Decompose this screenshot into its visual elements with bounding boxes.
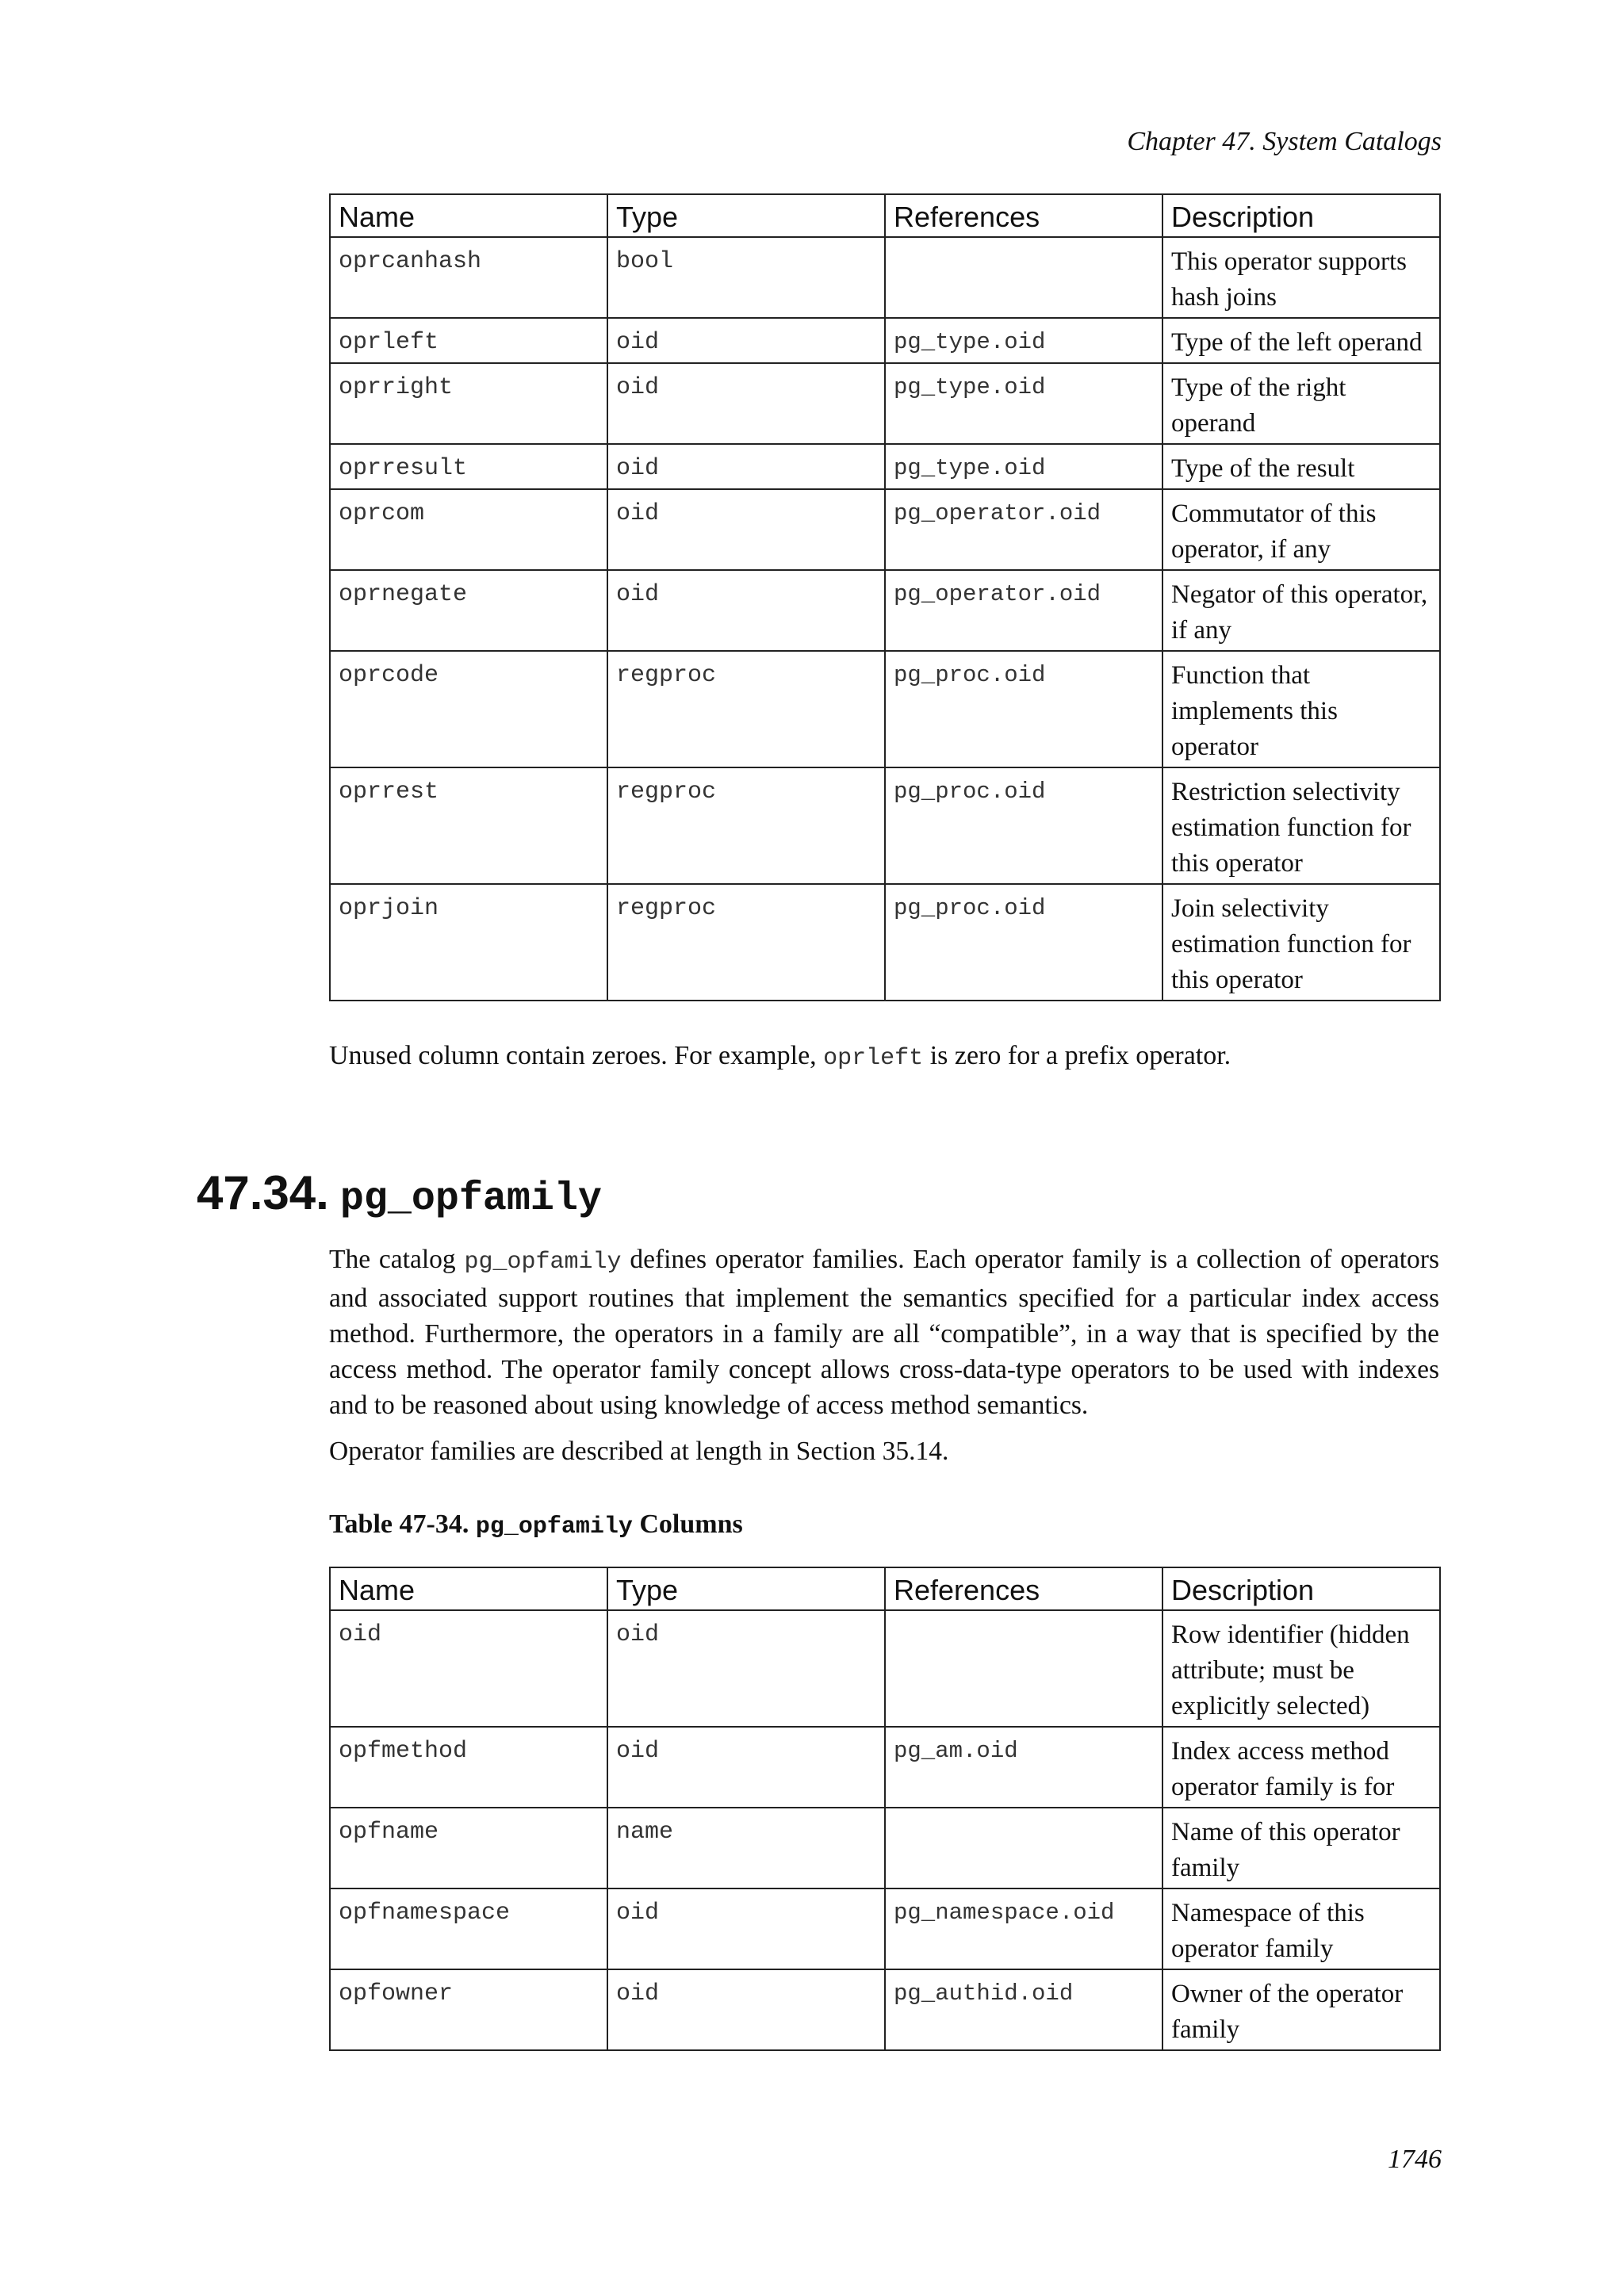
cell-references	[885, 1808, 1162, 1888]
cell-type: regproc	[607, 651, 885, 767]
cell-type: oid	[607, 444, 885, 489]
note-text-before: Unused column contain zeroes. For example,	[329, 1041, 824, 1070]
para-text-before: The catalog	[329, 1245, 465, 1274]
note-text-after: is zero for a prefix operator.	[923, 1041, 1231, 1070]
intro-paragraph	[329, 1242, 1439, 1423]
cell-type: oid	[607, 570, 885, 651]
table-row	[330, 651, 1440, 767]
cell-name: oprnegate	[330, 570, 607, 651]
cell-description: Type of the right operand	[1162, 363, 1440, 444]
cell-type: oid	[607, 489, 885, 570]
cell-references: pg_authid.oid	[885, 1969, 1162, 2050]
cell-references	[885, 237, 1162, 318]
cell-type: name	[607, 1808, 885, 1888]
cell-references: pg_am.oid	[885, 1727, 1162, 1808]
cell-description: Row identifier (hidden attribute; must be explicitly selected)	[1162, 1610, 1440, 1727]
cell-description: Namespace of this operator family	[1162, 1888, 1440, 1969]
table-header-row	[330, 194, 1440, 237]
column-header-description: Description	[1162, 1567, 1440, 1610]
cell-references: pg_namespace.oid	[885, 1888, 1162, 1969]
table-row	[330, 884, 1440, 1001]
table-row	[330, 570, 1440, 651]
table-row	[330, 1610, 1440, 1727]
cell-name: opfname	[330, 1808, 607, 1888]
table-row	[330, 489, 1440, 570]
cell-references: pg_operator.oid	[885, 489, 1162, 570]
cell-description: Index access method operator family is for	[1162, 1727, 1440, 1808]
column-header-references: References	[885, 1567, 1162, 1610]
cell-description: Join selectivity estimation function for this operator	[1162, 884, 1440, 1001]
unused-columns-note	[329, 1041, 1231, 1072]
table-row	[330, 444, 1440, 489]
cell-references: pg_type.oid	[885, 318, 1162, 363]
cell-name: oprcom	[330, 489, 607, 570]
opfamily-columns-table	[329, 1567, 1441, 2051]
column-header-type: Type	[607, 1567, 885, 1610]
table-row	[330, 318, 1440, 363]
table-row	[330, 1808, 1440, 1888]
page-number: 1746	[1388, 2145, 1442, 2174]
section-heading	[197, 1165, 602, 1222]
cell-name: oprleft	[330, 318, 607, 363]
cell-type: oid	[607, 1727, 885, 1808]
cell-description: Type of the result	[1162, 444, 1440, 489]
cell-description: Name of this operator family	[1162, 1808, 1440, 1888]
cell-references: pg_type.oid	[885, 363, 1162, 444]
cell-type: oid	[607, 1969, 885, 2050]
cell-description: Commutator of this operator, if any	[1162, 489, 1440, 570]
caption-suffix: Columns	[632, 1510, 743, 1539]
column-header-type: Type	[607, 194, 885, 237]
table-row	[330, 1969, 1440, 2050]
section-reference-paragraph: Operator families are described at length in Section 35.14.	[329, 1437, 949, 1466]
caption-code: pg_opfamily	[475, 1513, 633, 1540]
cell-name: opfowner	[330, 1969, 607, 2050]
table-row	[330, 363, 1440, 444]
cell-description: Owner of the operator family	[1162, 1969, 1440, 2050]
cell-references: pg_type.oid	[885, 444, 1162, 489]
cell-type: bool	[607, 237, 885, 318]
cell-name: opfmethod	[330, 1727, 607, 1808]
column-header-name: Name	[330, 194, 607, 237]
cell-references: pg_proc.oid	[885, 767, 1162, 884]
column-header-description: Description	[1162, 194, 1440, 237]
table-row	[330, 1888, 1440, 1969]
table-header-row	[330, 1567, 1440, 1610]
column-header-name: Name	[330, 1567, 607, 1610]
para-code: pg_opfamily	[464, 1249, 622, 1276]
cell-description: Type of the left operand	[1162, 318, 1440, 363]
cell-name: oid	[330, 1610, 607, 1727]
note-code: oprleft	[823, 1045, 924, 1072]
cell-references	[885, 1610, 1162, 1727]
cell-name: oprresult	[330, 444, 607, 489]
column-header-references: References	[885, 194, 1162, 237]
cell-name: oprjoin	[330, 884, 607, 1001]
cell-description: This operator supports hash joins	[1162, 237, 1440, 318]
cell-references: pg_operator.oid	[885, 570, 1162, 651]
cell-name: oprrest	[330, 767, 607, 884]
cell-type: oid	[607, 363, 885, 444]
section-number: 47.34.	[197, 1166, 329, 1219]
table-row	[330, 767, 1440, 884]
cell-description: Function that implements this operator	[1162, 651, 1440, 767]
cell-description: Negator of this operator, if any	[1162, 570, 1440, 651]
table-row	[330, 1727, 1440, 1808]
cell-references: pg_proc.oid	[885, 651, 1162, 767]
cell-name: oprright	[330, 363, 607, 444]
cell-type: regproc	[607, 884, 885, 1001]
table-caption	[329, 1510, 743, 1540]
cell-description: Restriction selectivity estimation function for this operator	[1162, 767, 1440, 884]
cell-type: regproc	[607, 767, 885, 884]
caption-prefix: Table 47-34.	[329, 1510, 476, 1539]
operator-columns-table	[329, 193, 1441, 1001]
cell-name: oprcode	[330, 651, 607, 767]
running-header: Chapter 47. System Catalogs	[1127, 127, 1442, 156]
cell-type: oid	[607, 318, 885, 363]
cell-references: pg_proc.oid	[885, 884, 1162, 1001]
table-row	[330, 237, 1440, 318]
cell-type: oid	[607, 1610, 885, 1727]
section-title: pg_opfamily	[339, 1177, 602, 1222]
cell-name: opfnamespace	[330, 1888, 607, 1969]
cell-name: oprcanhash	[330, 237, 607, 318]
cell-type: oid	[607, 1888, 885, 1969]
para-text-after: defines operator families. Each operator family is a collection of operators and associated support routines that implement the semantics specified for a particular index access method. Furthermore, the operators in a family are all “compatible”, in a way that is specified by the access method. The operator family concept allows cross-data-type operators to be used with indexes and to be reasoned about using knowledge of access method semantics.	[329, 1245, 1439, 1420]
